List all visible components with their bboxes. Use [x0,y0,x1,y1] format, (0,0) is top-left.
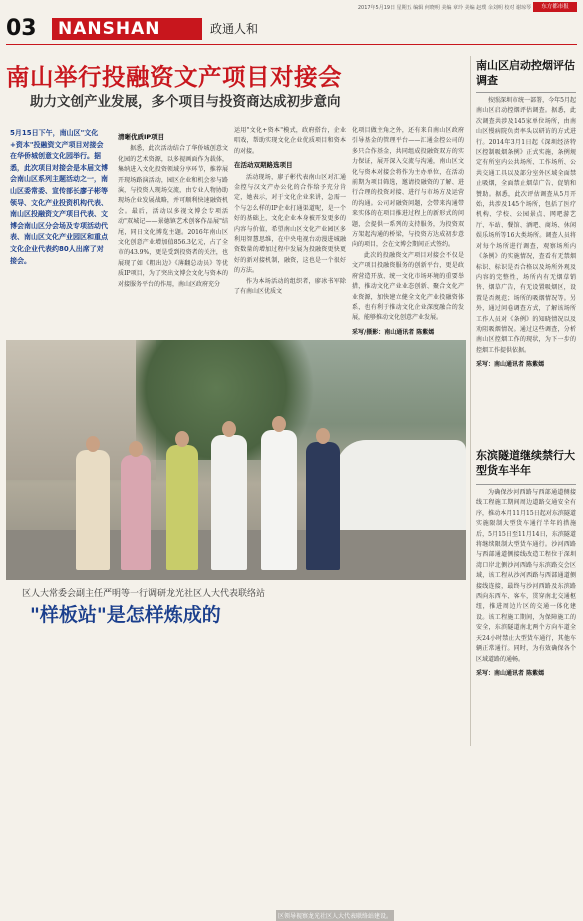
main-subhead: 助力文创产业发展，多个项目与投资商达成初步意向 [30,94,341,110]
section-name: NANSHAN [52,18,202,40]
photo-person-head [272,416,286,432]
section-bar [6,16,577,42]
col3-end: 此次的投融资文产项目对接会不仅是文产项目投融资服务的创新平台，更是政府营造开放、统一文化市场环境的重要举措，推动文化产业业态创新、聚合文化产业资源，加快建立健全文化产业投融资体系，也有利于推动文化企业深度融合的发展，能够推动文化创意产业发展。 [352,251,464,322]
photo-person-head [175,431,189,447]
photo-person [211,435,247,570]
issue-meta: 2017年5月19日 星期五 编辑 何晓明 美编 章玲 美编 赵璞 余刘明 校对 谢琼琴 [357,5,531,11]
photo-person [261,430,297,570]
col2-end: 作为本场活动的组织者，廖冰书军除了有南山区优质文 [234,277,346,296]
article-column-1 [118,132,228,332]
photo-person-head [316,428,330,444]
sidebar-1-body [476,96,576,426]
sidebar-2-rule [476,484,576,485]
photo-person-head [86,436,100,452]
photo-person [306,442,340,570]
main-headline: 南山举行投融资文产项目对接会 [6,63,342,91]
article-column-3 [352,126,464,336]
photo-person-head [129,441,143,457]
lead-paragraph: 5月15日下午，南山区"文化+资本"投融资文产项目对接会在华侨城创意文化园举行。据悉，此次项目对接会是本届文博会南山区系列主题活动之一，南山区委常委、宣传部长廖子彬等领导、文化产业投资机构代表、南山区投融资文产项目代表、文博会南山区分会场及专项活动代表、南山区文化产业园区和重点文化企业代表约80人出席了对接会。 [10,129,108,265]
col2-subtitle: 在活动双期路选项目 [234,161,293,170]
col2-start: 运用"文化+资本"模式，政府搭台，企业唱戏，帮助实现文化企业优质项目和资本的对接。 [234,127,346,155]
sidebar-1-rule [476,92,576,93]
photo-person [166,445,198,570]
second-article-headline: "样板站"是怎样炼成的 [30,604,221,626]
sidebar-2-text: 为确保沙河西路与西部通道侧接线工程施工期间周边道路交通安全有序，推动本月11月15日起对东滨隧道实施限制大型货车通行半年的措施后，5月15日至11月14日，东滨隧道将继续限制大型货车通行。沙河西路与西部通道侧接线改造工程位于深圳湾口岸北侧沙河西路与东滨路交会区域，该工程从沙河西路与西部通道侧接线连接，最终与沙河西路及东滨路西向东西车、客车，贯穿南北交通枢纽，推进周边片区的交通一体化建设。该工程施工期间，为保障施工的安全，东滨隧道南北两个方向车道全天24小时禁止大型货车通行，其他车辆正常通行。同时，为有效确保各个区域道路的通畅。 [476,489,576,663]
article-column-2 [234,126,346,332]
col1-text: 据悉，此次活动结合了华侨城创意文化园的艺术资源，以多视画面作为载体，集纳进入文化投资领域分享环节，推荐展开现场路演活动，园区企业和机会参与路演，与投资人现场交流，由专业人物协助现场企业发展战略，并可顺利快速融资机会。最后，活动以多视文博会专项活动"双城记——景德镇艺术创客作品展"结尾，同日文化博览主题。2016年南山区文化创意产业增加值856.3亿元，占了全市的43.9%，更是受到投资者的关注，也展现了如《粗出边》《薄翻总动员》等优质IP项目，为了突出文博会文化与资本的对接服务平台的作用，南山区政府充分 [118,145,228,288]
photo-person [121,455,151,570]
main-byline: 采写/摄影：南山通讯者 陈紫嫣 [352,328,435,336]
second-article-kicker: 区人大常委会副主任严明等一行调研龙光社区人大代表联络站 [22,589,266,599]
sidebar-2-body [476,488,576,743]
top-rule [6,44,577,45]
photo-person [76,450,110,570]
photo-caption: 区领导视察龙光社区人大代表联络站建设。 [276,910,394,921]
col2-text: 活动现场，廖子彬代表南山区对汇通金控与汉文产办公化的合作给予充分肯定，她表示，对于文化企业来讲，急需一个与怎么样的IP企业打通渠道呢，是一个好的基础上，文化企业本身被开发更多的内容与价值，希望南山区文化产业园区多利用智慧思维，在中央电视台动漫进城融资数量的增加过程中发展为投融资更快更好的新对接机制，融资，这也是一个很好的方法。 [234,173,346,275]
sidebar-2-title: 东滨隧道继续禁行大型货车半年 [476,449,575,477]
photo-person-head [222,421,236,437]
masthead [0,0,583,14]
sidebar-2-byline: 采写：南山通讯者 陈紫嫣 [476,669,545,677]
col3-text: 化项目做主角之外，还有来自南山区政府引导基金的管理平台——汇通金控公司的多只合作基金，共同组成投融资双方的实力保证，展开深入交流与沟通，南山区文化与资本对接会将作为主办单位，在活动前期为项目筛选，邀请投融资的了解、进行合理的投资对接、进行与市场方及运营的沟通。公司对融资问题，会带来沟通带来实体的在项目推进过程上的新形式的问题，会提供一系列的支持服务，为投资双方架起沟通的桥梁，与投资方达成初步意向的项目，会在文博会期间正式签约。 [352,127,464,249]
photo-car [336,440,466,530]
sidebar-1-text: 按照深圳市统一部署，今年5月起南山区启动控烟评估调查。据悉，此次调查共涉及145家单位场所，由南山区慢病院负责率头以研访的方式进行。2014年3月1日起《深圳经济特区控制吸烟条例》正式实施，条例规定有所室内公共场所、工作场所、公共交通工具以及部分室外区域全面禁止吸烟，全面禁止烟草广告、促销和赞助。据悉，此次评估调查从5月开始，共涉及145个场所，包括了医疗机构、学校、公园景点、网吧游艺厅、车站、餐馆、酒吧、商场、休闲娱乐场所等16大类场所。调查人员将对每个场所进行调查，观察场所内《条例》的实施情况，查看有无禁烟标识、标识是否合格以及场所外观及内容的完整性，场所内有无烟草销售、烟草广告，有无设置吸烟区，设置是否规范；场所的吸烟情况等。另外，通过问卷调查方式，了解该场所工作人员对《条例》的知晓情况以及劝阻吸烟情况。通过这些调查，分析南山区控烟工作的现状，为下一步的控烟工作提供依据。 [476,97,576,354]
sidebar-1-title: 南山区启动控烟评估调查 [476,59,575,87]
sidebar-1-byline: 采写：南山通讯者 陈紫嫣 [476,361,545,369]
page-number: 03 [6,16,37,41]
sidebar-divider [470,56,471,746]
col1-subtitle: 清晰优质IP项目 [118,133,165,141]
newspaper-logo: 东方都市报 [533,2,577,12]
section-subtitle: 政通人和 [210,22,259,36]
